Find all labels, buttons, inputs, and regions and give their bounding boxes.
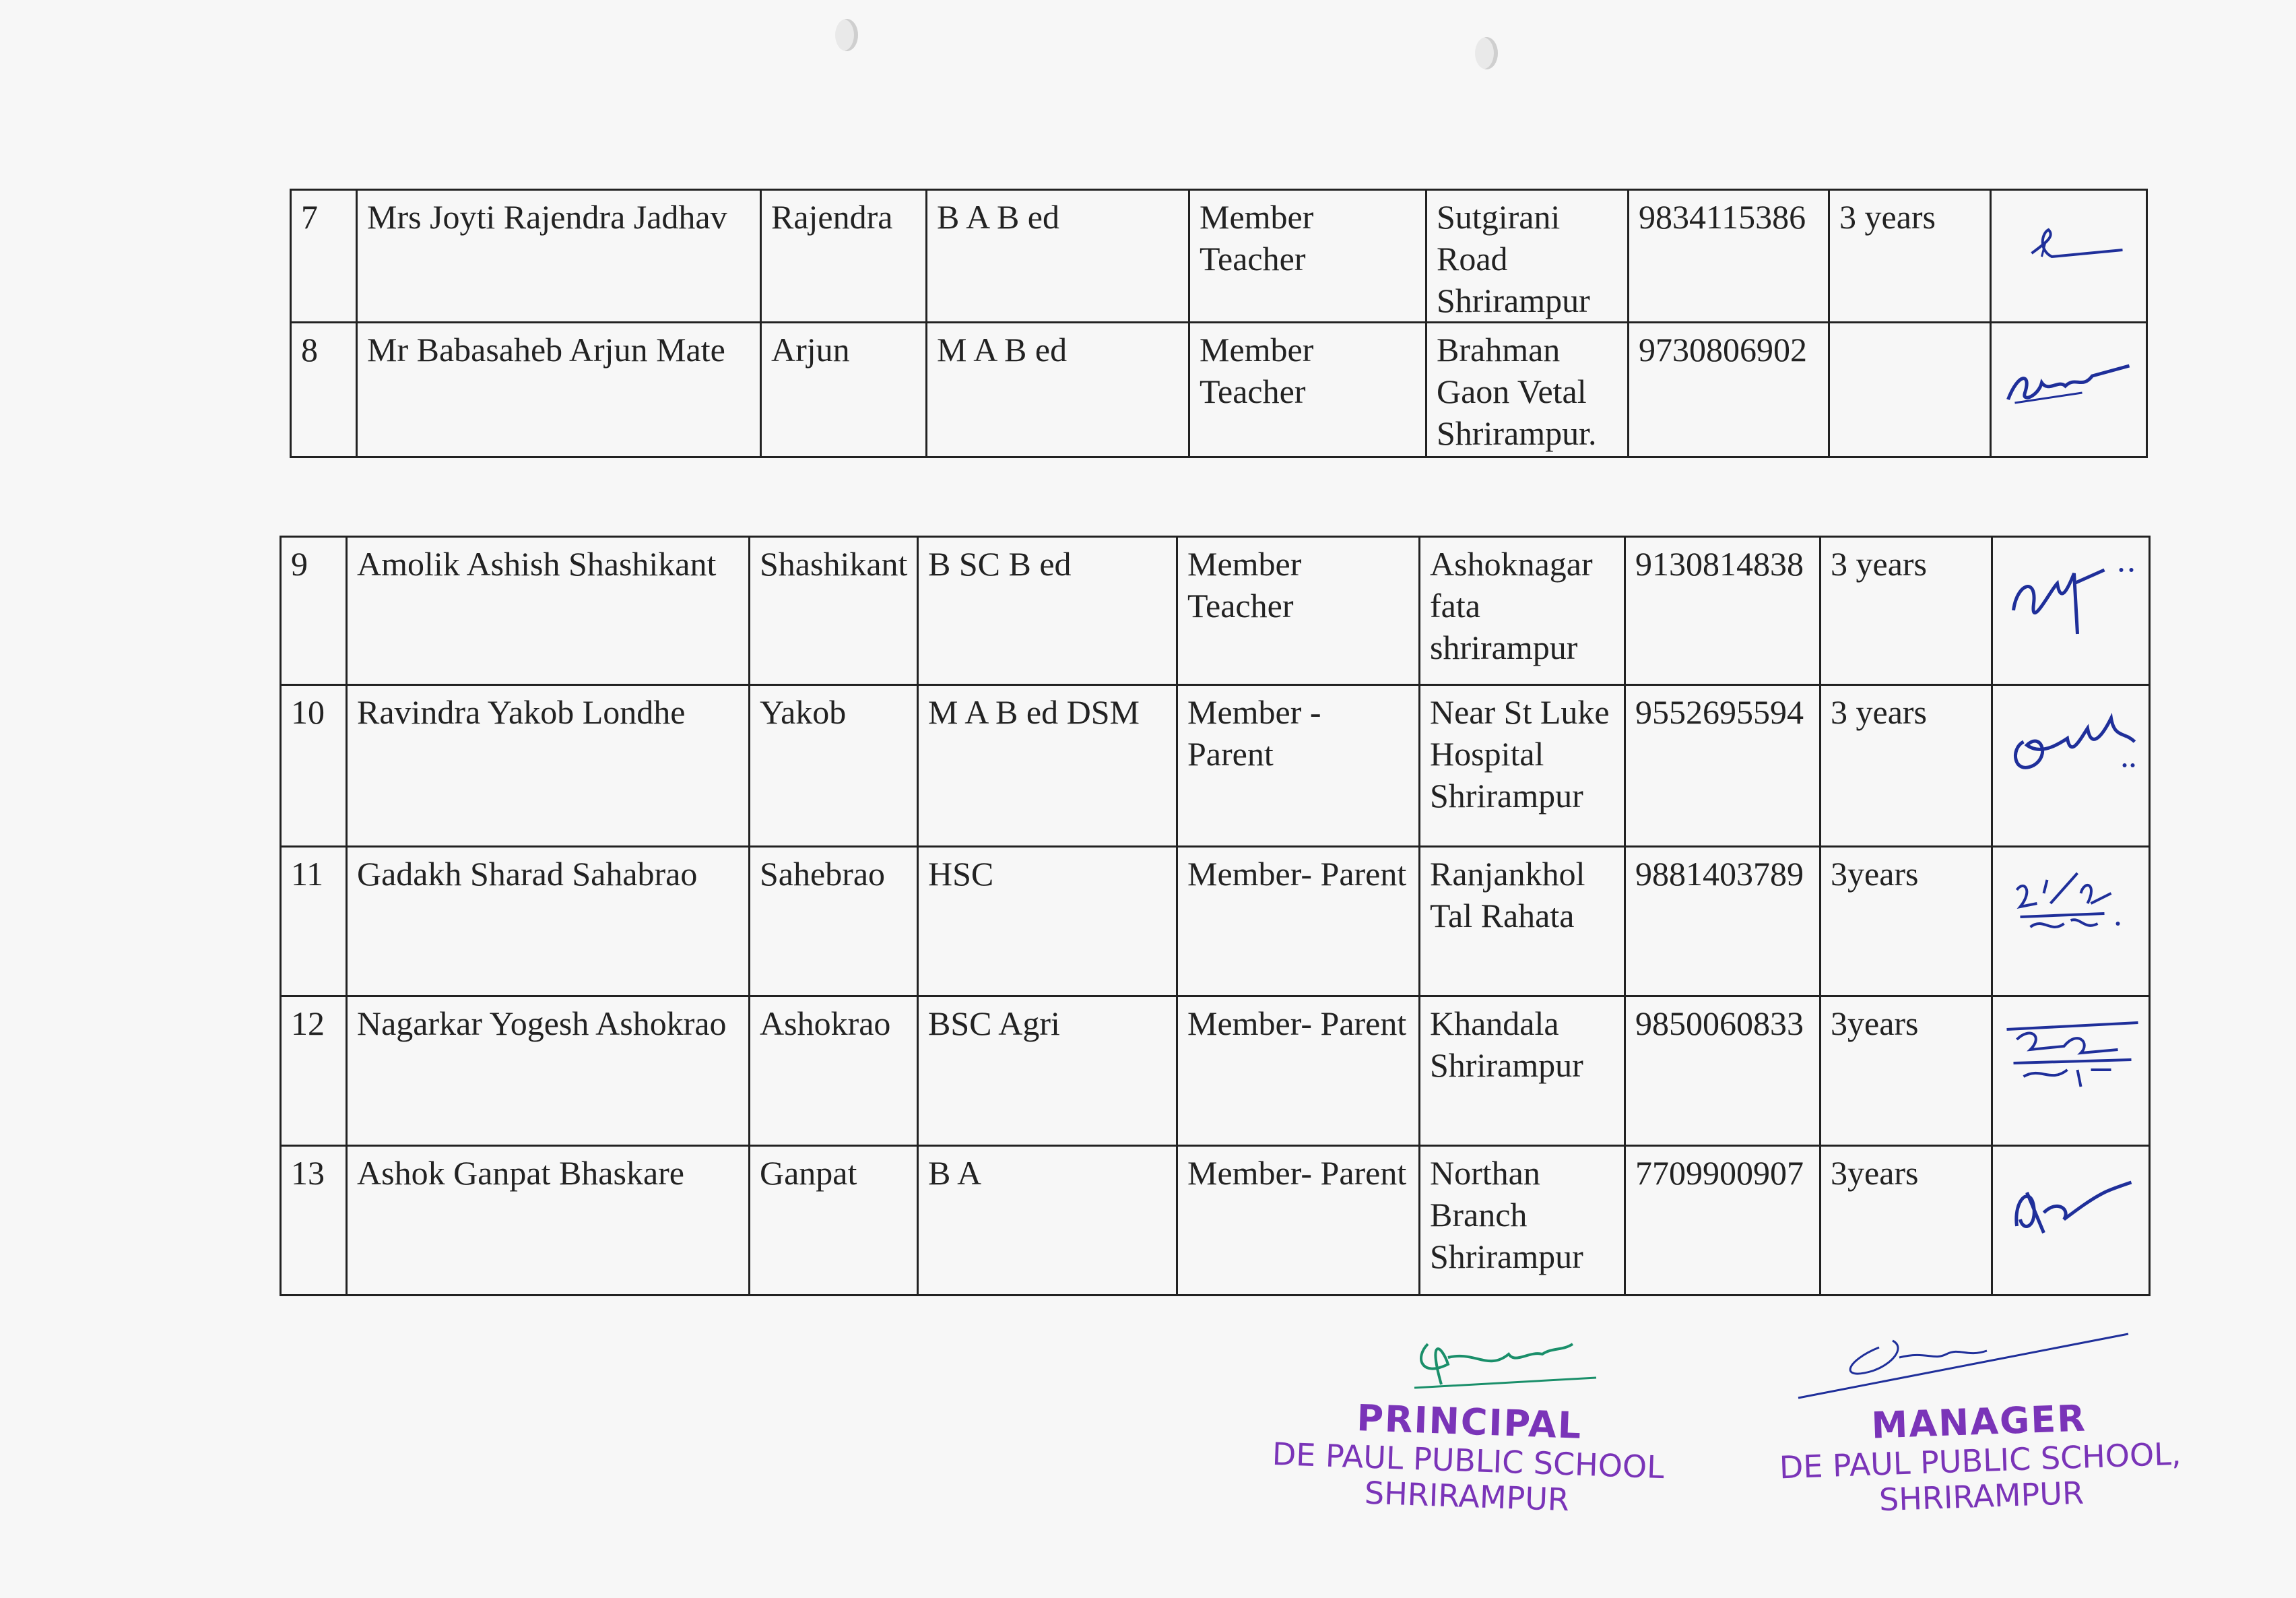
punch-hole-right <box>1475 37 1498 69</box>
stamp-role: MANAGER <box>1870 1397 2087 1447</box>
address: Ashoknagar fata shrirampur <box>1420 537 1625 685</box>
qualification: HSC <box>918 847 1177 996</box>
signature-cell <box>1991 190 2147 323</box>
tenure: 3years <box>1821 996 1992 1146</box>
phone-number: 9850060833 <box>1625 996 1821 1146</box>
serial-number: 7 <box>291 190 357 323</box>
member-name: Ravindra Yakob Londhe <box>347 685 750 847</box>
phone-number: 9834115386 <box>1629 190 1829 323</box>
phone-number: 9130814838 <box>1625 537 1821 685</box>
table-row <box>281 996 2150 1146</box>
signature-cell <box>1992 1146 2150 1296</box>
signature-cell <box>1992 685 2150 847</box>
stamp-role: PRINCIPAL <box>1356 1397 1583 1447</box>
signature-icon <box>2001 329 2136 430</box>
tenure: 3 years <box>1821 685 1992 847</box>
tenure: 3years <box>1821 1146 1992 1296</box>
table-row <box>281 537 2150 685</box>
address: Near St Luke Hospital Shrirampur <box>1420 685 1625 847</box>
table-row <box>281 847 2150 996</box>
stamp-school: DE PAUL PUBLIC SCHOOL <box>1272 1435 1665 1486</box>
father-name: Yakob <box>750 685 918 847</box>
member-role: Member - Parent <box>1177 685 1420 847</box>
member-name: Mrs Joyti Rajendra Jadhav <box>357 190 761 323</box>
member-name: Ashok Ganpat Bhaskare <box>347 1146 750 1296</box>
member-name: Gadakh Sharad Sahabrao <box>347 847 750 996</box>
member-role: Member Teacher <box>1189 323 1426 457</box>
tenure <box>1829 323 1991 457</box>
father-name: Sahebrao <box>750 847 918 996</box>
father-name: Rajendra <box>761 190 927 323</box>
phone-number: 7709900907 <box>1625 1146 1821 1296</box>
signature-cell <box>1992 847 2150 996</box>
member-name: Mr Babasaheb Arjun Mate <box>357 323 761 457</box>
member-table-2 <box>280 536 2151 1296</box>
manager-stamp <box>1776 1395 2184 1522</box>
member-role: Member- Parent <box>1177 996 1420 1146</box>
qualification: M A B ed DSM <box>918 685 1177 847</box>
signature-icon <box>2002 1152 2139 1253</box>
qualification: BSC Agri <box>918 996 1177 1146</box>
signature-cell <box>1992 996 2150 1146</box>
serial-number: 10 <box>281 685 347 847</box>
stamp-school: DE PAUL PUBLIC SCHOOL, <box>1778 1435 2182 1486</box>
stamp-city: SHRIRAMPUR <box>1364 1474 1570 1519</box>
qualification: B A B ed <box>927 190 1189 323</box>
signature-icon <box>2002 543 2139 644</box>
phone-number: 9881403789 <box>1625 847 1821 996</box>
father-name: Ashokrao <box>750 996 918 1146</box>
qualification: M A B ed <box>927 323 1189 457</box>
punch-hole-left <box>835 19 858 51</box>
serial-number: 13 <box>281 1146 347 1296</box>
phone-number: 9552695594 <box>1625 685 1821 847</box>
serial-number: 12 <box>281 996 347 1146</box>
signature-icon <box>2002 1002 2139 1104</box>
member-role: Member Teacher <box>1177 537 1420 685</box>
address: Khandala Shrirampur <box>1420 996 1625 1146</box>
signature-icon <box>2002 853 2139 954</box>
signature-icon <box>2002 691 2139 792</box>
member-role: Member- Parent <box>1177 847 1420 996</box>
serial-number: 8 <box>291 323 357 457</box>
stamp-city: SHRIRAMPUR <box>1878 1474 2085 1519</box>
member-role: Member Teacher <box>1189 190 1426 323</box>
member-name: Amolik Ashish Shashikant <box>347 537 750 685</box>
manager-signature-icon <box>1792 1320 2135 1408</box>
serial-number: 11 <box>281 847 347 996</box>
table-row <box>291 323 2147 457</box>
address: Ranjankhol Tal Rahata <box>1420 847 1625 996</box>
father-name: Arjun <box>761 323 927 457</box>
qualification: B SC B ed <box>918 537 1177 685</box>
table-row <box>291 190 2147 323</box>
table-row <box>281 685 2150 847</box>
qualification: B A <box>918 1146 1177 1296</box>
tenure: 3years <box>1821 847 1992 996</box>
serial-number: 9 <box>281 537 347 685</box>
principal-signature-icon <box>1401 1324 1603 1405</box>
tenure: 3 years <box>1821 537 1992 685</box>
tenure: 3 years <box>1829 190 1991 323</box>
address: Brahman Gaon Vetal Shrirampur. <box>1426 323 1629 457</box>
member-table-1 <box>290 189 2148 458</box>
signature-cell <box>1991 323 2147 457</box>
member-role: Member- Parent <box>1177 1146 1420 1296</box>
principal-stamp <box>1264 1395 1672 1522</box>
signature-icon <box>2001 196 2136 297</box>
signature-cell <box>1992 537 2150 685</box>
address: Northan Branch Shrirampur <box>1420 1146 1625 1296</box>
phone-number: 9730806902 <box>1629 323 1829 457</box>
table-row <box>281 1146 2150 1296</box>
member-name: Nagarkar Yogesh Ashokrao <box>347 996 750 1146</box>
father-name: Ganpat <box>750 1146 918 1296</box>
father-name: Shashikant <box>750 537 918 685</box>
address: Sutgirani Road Shrirampur <box>1426 190 1629 323</box>
